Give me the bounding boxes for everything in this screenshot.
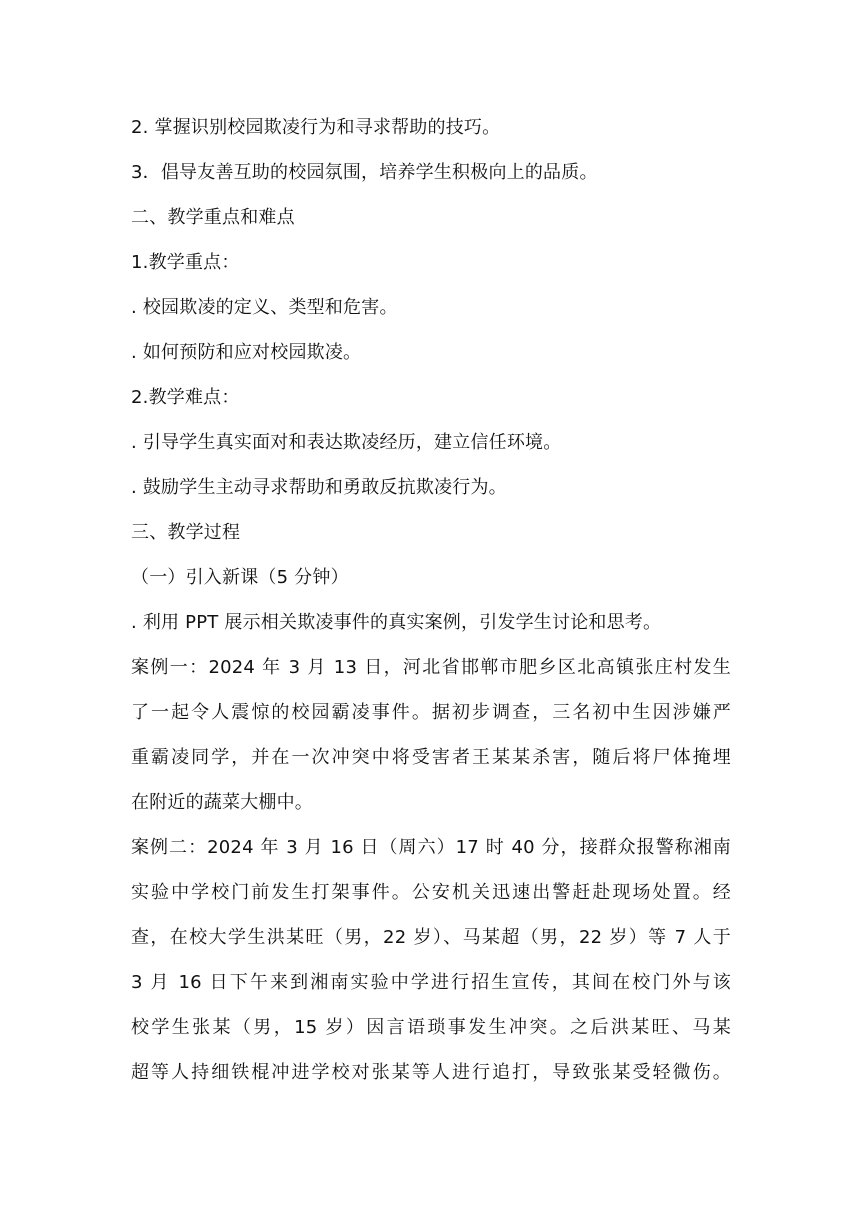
difficulty-1: . 引导学生真实面对和表达欺凌经历，建立信任环境。 bbox=[131, 432, 562, 453]
case-1-line-3: 重霸凌同学，并在一次冲突中将受害者王某某杀害，随后将尸体掩埋 bbox=[131, 747, 731, 768]
subheading-difficulties: 2.教学难点： bbox=[131, 387, 240, 408]
intro-item: . 利用 PPT 展示相关欺凌事件的真实案例，引发学生讨论和思考。 bbox=[131, 612, 662, 633]
case-2-line-1: 案例二：2024 年 3 月 16 日（周六）17 时 40 分，接群众报警称湘南 bbox=[131, 837, 731, 858]
objective-2: 2. 掌握识别校园欺凌行为和寻求帮助的技巧。 bbox=[131, 117, 501, 138]
subheading-key-points: 1.教学重点： bbox=[131, 252, 240, 273]
case-2-line-5: 校学生张某（男，15 岁）因言语琐事发生冲突。之后洪某旺、马某 bbox=[131, 1017, 731, 1038]
section-heading-process: 三、教学过程 bbox=[131, 522, 241, 543]
case-2-line-6: 超等人持细铁棍冲进学校对张某等人进行追打，导致张某受轻微伤。 bbox=[131, 1062, 731, 1083]
case-1-line-4: 在附近的蔬菜大棚中。 bbox=[131, 792, 313, 813]
case-1-line-1: 案例一：2024 年 3 月 13 日，河北省邯郸市肥乡区北高镇张庄村发生 bbox=[131, 657, 731, 678]
objective-3: 3．倡导友善互助的校园氛围，培养学生积极向上的品质。 bbox=[131, 162, 598, 183]
case-2-line-2: 实验中学校门前发生打架事件。公安机关迅速出警赶赴现场处置。经 bbox=[131, 882, 731, 903]
key-point-1: . 校园欺凌的定义、类型和危害。 bbox=[131, 297, 398, 318]
case-1-line-2: 了一起令人震惊的校园霸凌事件。据初步调查，三名初中生因涉嫌严 bbox=[131, 702, 731, 723]
section-heading-key-points: 二、教学重点和难点 bbox=[131, 207, 295, 228]
subheading-intro: （一）引入新课（5 分钟） bbox=[131, 567, 349, 588]
case-2-line-3: 查，在校大学生洪某旺（男，22 岁）、马某超（男，22 岁）等 7 人于 bbox=[131, 927, 731, 948]
key-point-2: . 如何预防和应对校园欺凌。 bbox=[131, 342, 362, 363]
case-2-line-4: 3 月 16 日下午来到湘南实验中学进行招生宣传，其间在校门外与该 bbox=[131, 972, 731, 993]
difficulty-2: . 鼓励学生主动寻求帮助和勇敢反抗欺凌行为。 bbox=[131, 477, 507, 498]
